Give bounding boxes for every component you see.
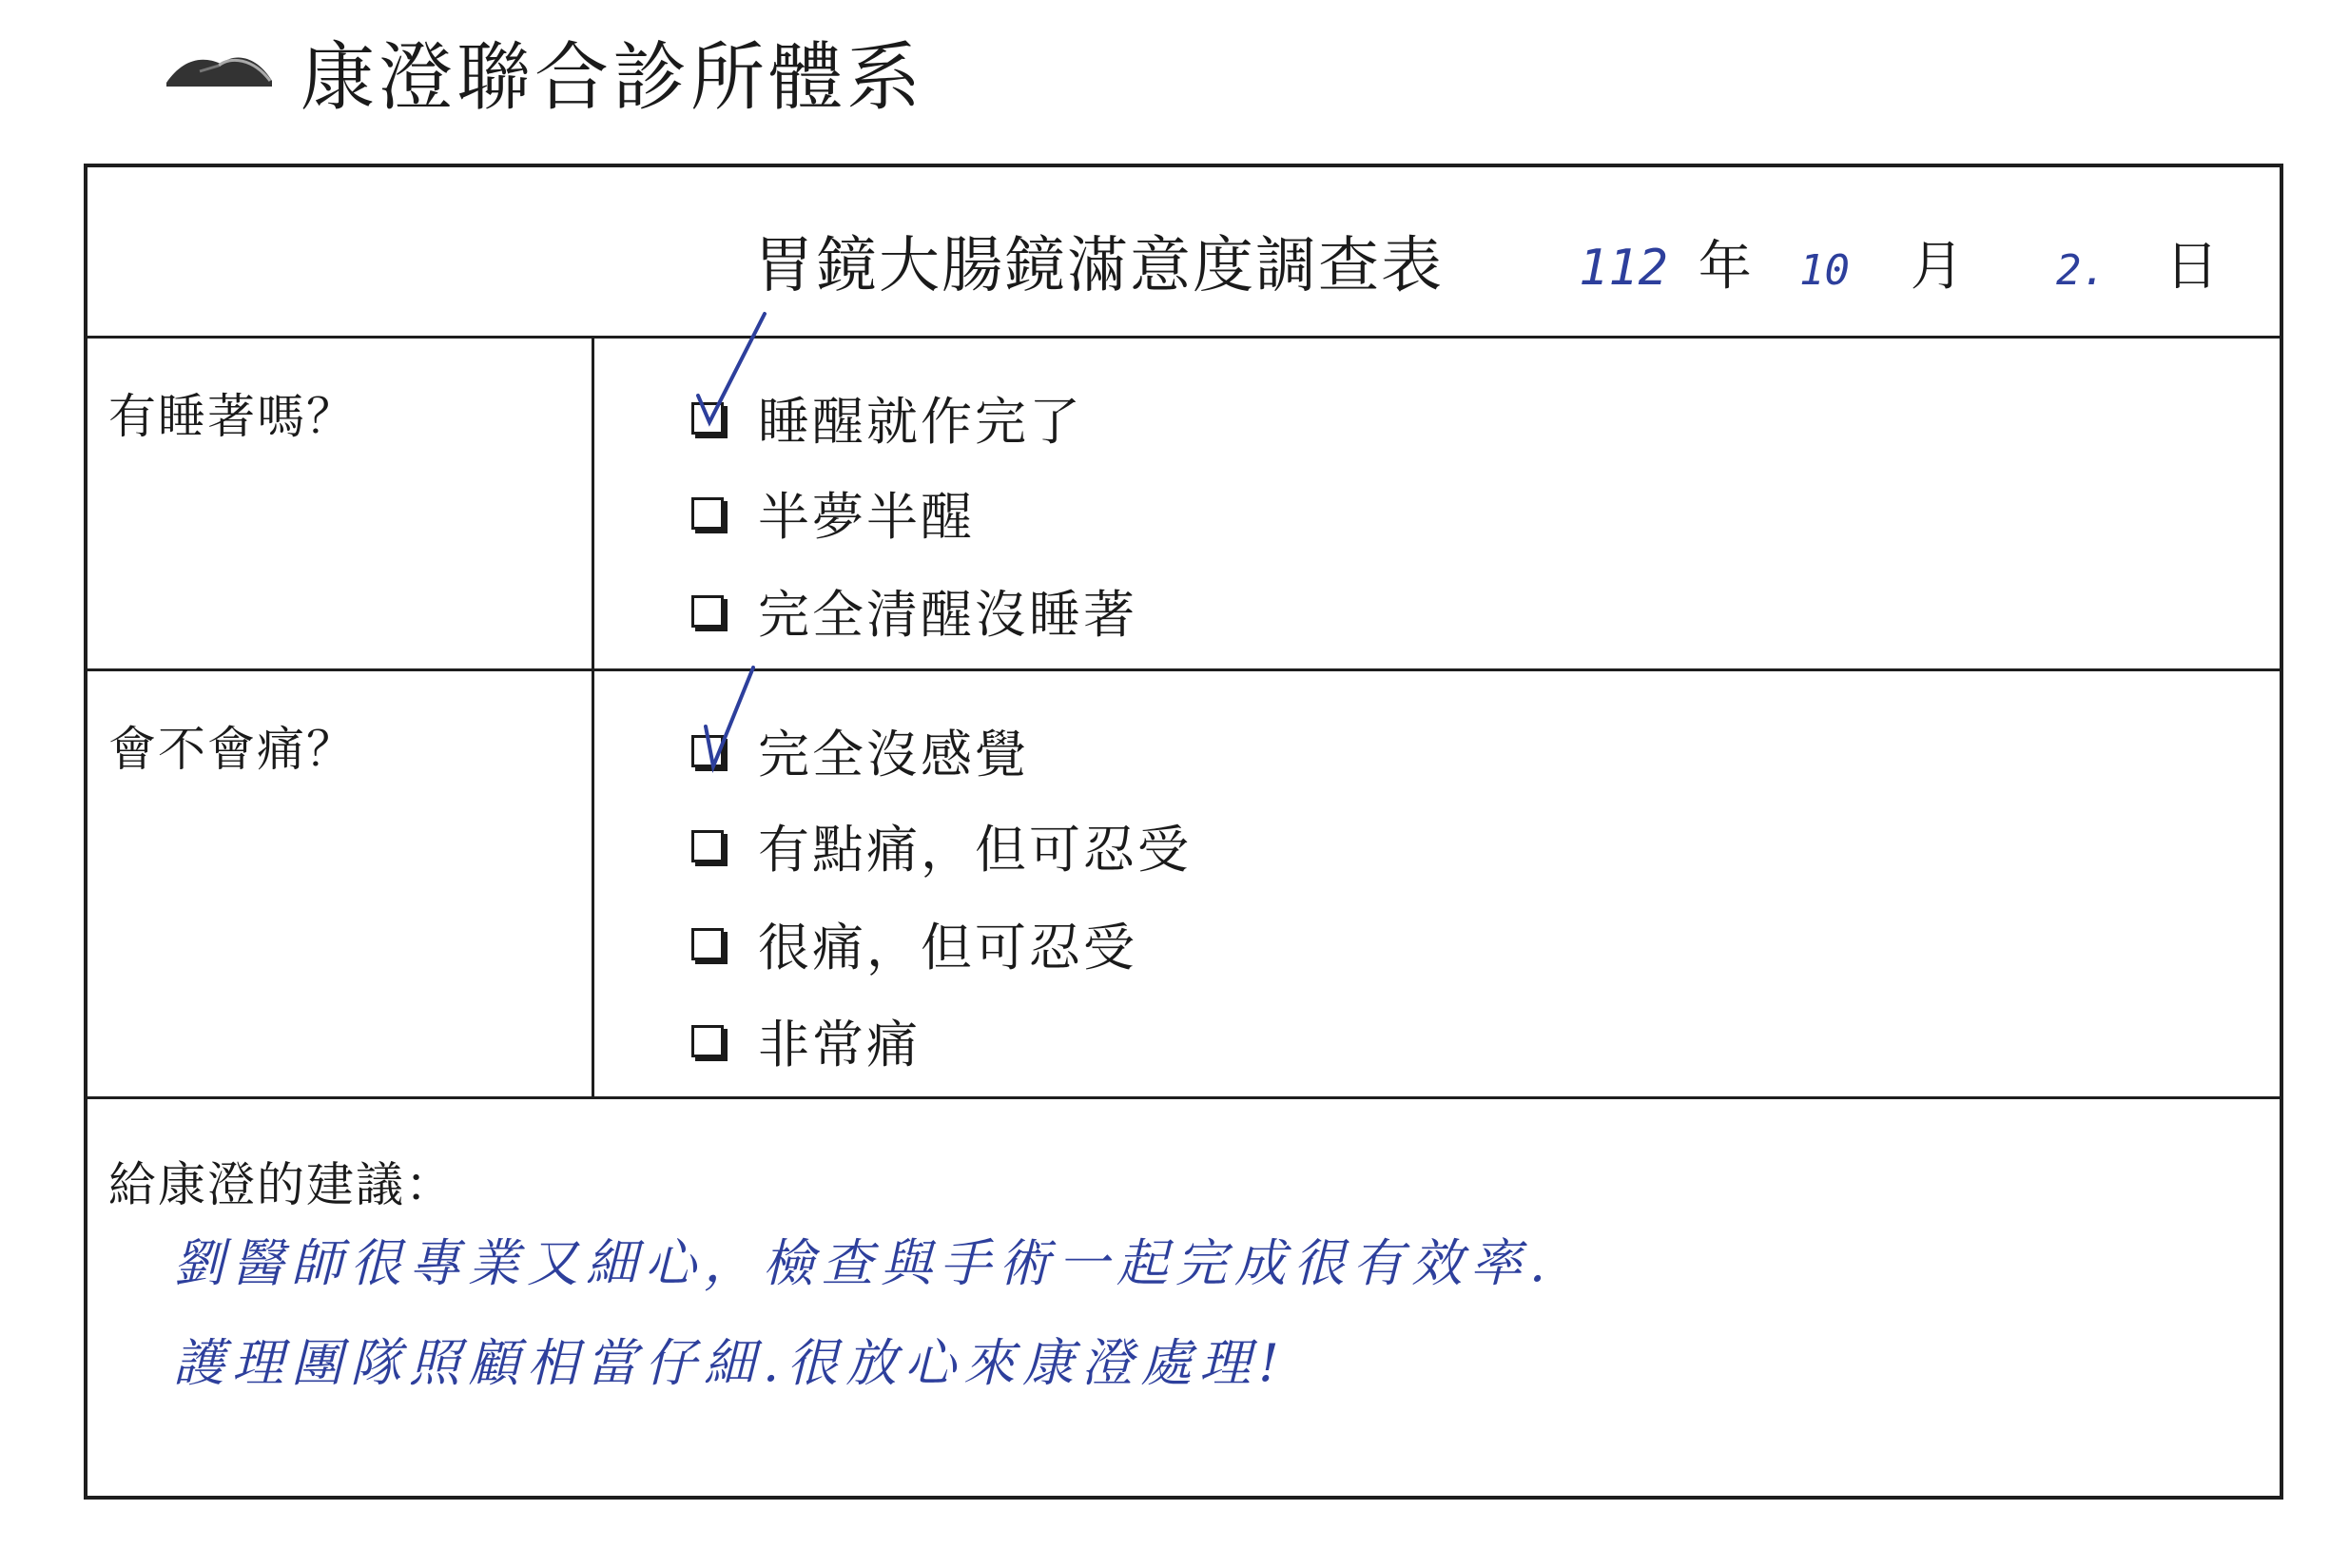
question-row-pain: [87, 671, 2280, 1099]
option-label: 完全清醒沒睡著: [758, 585, 1137, 645]
option-pain-4[interactable]: [691, 1004, 921, 1077]
suggestion-line-1: 劉醫師很專業又細心，檢查與手術一起完成很有效率.: [173, 1233, 1554, 1293]
suggestion-line-2: 護理團隊照顧相當仔細.很放心來康澄處理!: [173, 1333, 1287, 1393]
form-title-row: [87, 167, 2280, 339]
checkmark-icon: [696, 662, 772, 776]
option-pain-2[interactable]: [691, 809, 1192, 882]
option-label: 有點痛，但可忍受: [758, 820, 1192, 880]
option-label: 很痛，但可忍受: [758, 918, 1137, 978]
option-label: 半夢半醒: [758, 487, 975, 547]
date-year-label: 年: [1698, 236, 1752, 298]
survey-form: [84, 164, 2283, 1500]
checkbox[interactable]: [691, 830, 724, 862]
question-label: 有睡著嗎？: [108, 389, 356, 444]
suggestion-label: 給康澄的建議：: [108, 1157, 455, 1212]
checkbox[interactable]: [691, 497, 724, 530]
checkbox[interactable]: [691, 1025, 724, 1057]
date-year-value[interactable]: 112: [1579, 240, 1668, 297]
checkmark-icon: [689, 310, 774, 434]
option-sleep-3[interactable]: [691, 574, 1137, 648]
form-title: 胃鏡大腸鏡滿意度調查表: [753, 231, 1444, 301]
date-day-value[interactable]: 2.: [2056, 246, 2106, 295]
clinic-logo-icon: [162, 43, 276, 100]
clinic-header: [162, 19, 924, 124]
date-year: [1579, 224, 1752, 300]
option-label: 完全沒感覺: [758, 725, 1029, 784]
date-day: [2056, 224, 2219, 300]
question-label: 會不會痛？: [108, 722, 356, 777]
question-row-sleep: [87, 339, 2280, 671]
option-sleep-2[interactable]: [691, 476, 975, 550]
column-divider: [592, 339, 594, 668]
suggestion-row[interactable]: [87, 1099, 2280, 1496]
date-month: [1799, 224, 1964, 300]
option-label: 睡醒就作完了: [758, 392, 1083, 452]
checkbox[interactable]: [691, 595, 724, 628]
column-divider: [592, 671, 594, 1096]
date-month-value[interactable]: 10: [1799, 246, 1850, 295]
date-day-label: 日: [2165, 236, 2219, 298]
option-label: 非常痛: [758, 1015, 921, 1074]
option-pain-3[interactable]: [691, 907, 1137, 980]
checkbox[interactable]: [691, 928, 724, 960]
date-month-label: 月: [1910, 236, 1964, 298]
clinic-name: 康澄聯合診所體系: [301, 35, 925, 121]
